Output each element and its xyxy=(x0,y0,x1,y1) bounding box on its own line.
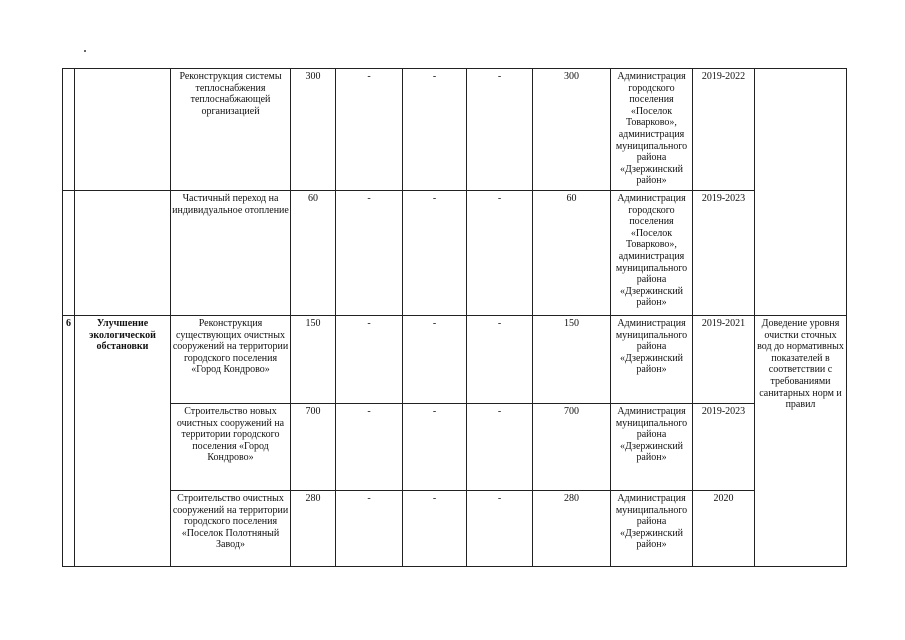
period-cell: 2020 xyxy=(693,491,755,567)
value-cell: 700 xyxy=(533,404,611,491)
value-cell: - xyxy=(467,404,533,491)
measure-cell: Строительство очистных сооружений на территории городского поселения «Поселок Полотняный Завод» xyxy=(171,491,291,567)
period-cell: 2019-2023 xyxy=(693,191,755,316)
value-cell: 150 xyxy=(533,316,611,404)
table-row xyxy=(63,404,847,491)
measure-cell: Строительство новых очистных сооружений на территории городского поселения «Город Кондрово» xyxy=(171,404,291,491)
total-cell: 700 xyxy=(291,404,336,491)
executor-cell: Администрация муниципального района «Дзержинский район» xyxy=(611,404,693,491)
task-name-cell xyxy=(75,191,171,316)
value-cell: - xyxy=(336,316,403,404)
value-cell: - xyxy=(336,404,403,491)
measure-cell: Реконструкция существующих очистных сооружений на территории городского поселения «Город Кондрово» xyxy=(171,316,291,404)
value-cell: - xyxy=(336,191,403,316)
table-row xyxy=(63,69,847,191)
executor-cell: Администрация городского поселения «Поселок Товарково», администрация муниципального района «Дзержинский район» xyxy=(611,69,693,191)
executor-cell: Администрация муниципального района «Дзержинский район» xyxy=(611,316,693,404)
total-cell: 280 xyxy=(291,491,336,567)
table-row xyxy=(63,491,847,567)
item-number-cell: 6 xyxy=(63,316,75,567)
value-cell: 60 xyxy=(533,191,611,316)
program-measures-table xyxy=(62,68,847,567)
value-cell: - xyxy=(467,191,533,316)
measure-cell: Частичный переход на индивидуальное отопление xyxy=(171,191,291,316)
value-cell: - xyxy=(467,491,533,567)
scan-speck xyxy=(84,50,86,52)
value-cell: 300 xyxy=(533,69,611,191)
executor-cell: Администрация муниципального района «Дзержинский район» xyxy=(611,491,693,567)
total-cell: 60 xyxy=(291,191,336,316)
task-name-cell xyxy=(75,69,171,191)
item-number-cell xyxy=(63,69,75,191)
value-cell: - xyxy=(403,316,467,404)
value-cell: - xyxy=(467,69,533,191)
total-cell: 150 xyxy=(291,316,336,404)
item-number-cell xyxy=(63,191,75,316)
period-cell: 2019-2021 xyxy=(693,316,755,404)
value-cell: - xyxy=(403,404,467,491)
value-cell: - xyxy=(336,491,403,567)
total-cell: 300 xyxy=(291,69,336,191)
executor-cell: Администрация городского поселения «Поселок Товарково», администрация муниципального района «Дзержинский район» xyxy=(611,191,693,316)
measure-cell: Реконструкция системы теплоснабжения теплоснабжающей организацией xyxy=(171,69,291,191)
value-cell: 280 xyxy=(533,491,611,567)
table-row xyxy=(63,191,847,316)
period-cell: 2019-2022 xyxy=(693,69,755,191)
task-name-cell: Улучшение экологической обстановки xyxy=(75,316,171,567)
value-cell: - xyxy=(403,491,467,567)
period-cell: 2019-2023 xyxy=(693,404,755,491)
value-cell: - xyxy=(467,316,533,404)
value-cell: - xyxy=(403,191,467,316)
result-cell: Доведение уровня очистки сточных вод до нормативных показателей в соответствии с требованиями санитарных норм и правил xyxy=(755,316,847,567)
value-cell: - xyxy=(403,69,467,191)
value-cell: - xyxy=(336,69,403,191)
result-cell xyxy=(755,69,847,316)
table-row xyxy=(63,316,847,404)
